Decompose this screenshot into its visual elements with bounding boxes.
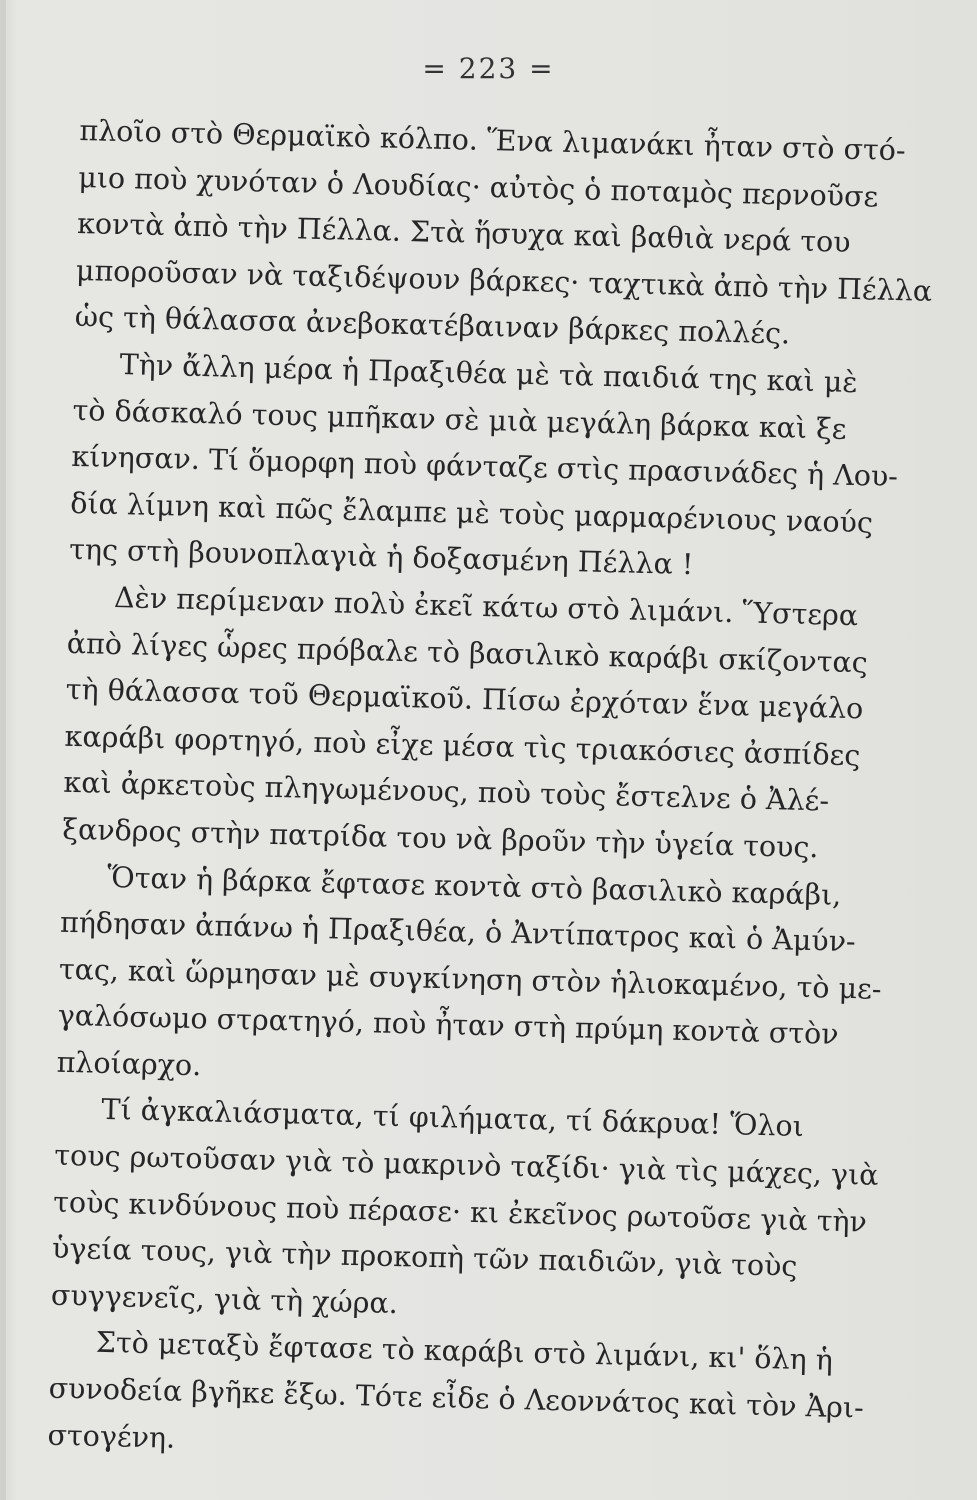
text-line: κίνησαν. Τί ὅμορφη ποὺ φάνταζε στὶς πρασινάδες ἡ Λου- — [71, 440, 899, 494]
text-line: Τί ἀγκαλιάσματα, τί φιλήματα, τί δάκρυα! Ὅλοι — [101, 1093, 805, 1144]
paragraph-1 — [74, 108, 933, 359]
text-line: ἀπὸ λίγες ὧρες πρόβαλε τὸ βασιλικὸ καράβι σκίζοντας — [66, 626, 869, 679]
text-line: Τὴν ἄλλη μέρα ἡ Πραξιθέα μὲ τὰ παιδιά της καὶ μὲ — [119, 348, 859, 400]
text-line: τὴ θάλασσα τοῦ Θερμαϊκοῦ. Πίσω ἐρχόταν ἕνα μεγάλο — [65, 672, 864, 726]
text-line: μιο ποὺ χυνόταν ὁ Λουδίας· αὐτὸς ὁ ποταμὸς περνοῦσε — [77, 160, 879, 214]
text-line: κοντὰ ἀπὸ τὴν Πέλλα. Στὰ ἥσυχα καὶ βαθιὰ νερά του — [76, 207, 851, 260]
text-line: πλοίαρχο. — [56, 1045, 202, 1083]
text-line: πλοῖο στὸ Θερμαϊκὸ κόλπο. Ἕνα λιμανάκι ἦταν στὸ στό- — [79, 113, 906, 168]
text-line: γαλόσωμο στρατηγό, ποὺ ἦταν στὴ πρύμη κοντὰ στὸν — [57, 999, 839, 1052]
text-line: καὶ ἀρκετοὺς πληγωμένους, ποὺ τοὺς ἔστελνε ὁ Ἀλέ- — [63, 766, 830, 818]
text-line: τοὺς κινδύνους ποὺ πέρασε· κι ἐκεῖνος ρωτοῦσε γιὰ τὴν — [52, 1185, 868, 1239]
body-text — [47, 108, 933, 1477]
text-line: στογένη. — [47, 1418, 176, 1455]
text-line: συνοδεία βγῆκε ἔξω. Τότε εἶδε ὁ Λεοννάτος καὶ τὸν Ἀρι- — [48, 1371, 865, 1425]
text-line: τους ρωτοῦσαν γιὰ τὸ μακρινὸ ταξίδι· γιὰ τὶς μάχες, γιὰ — [54, 1138, 879, 1192]
text-line: δία λίμνη καὶ πῶς ἔλαμπε μὲ τοὺς μαρμαρένιους ναούς — [69, 486, 874, 540]
text-line: καράβι φορτηγό, ποὺ εἶχε μέσα τὶς τριακόσιες ἀσπίδες — [64, 719, 861, 772]
paragraph-5 — [50, 1086, 879, 1337]
text-line: Δὲν περίμεναν πολὺ ἐκεῖ κάτω στὸ λιμάνι. Ὕστερα — [113, 580, 859, 633]
text-line: πήδησαν ἀπάνω ἡ Πραξιθέα, ὁ Ἀντίπατρος καὶ ὁ Ἀμύν- — [59, 905, 857, 959]
text-line: μποροῦσαν νὰ ταξιδέψουν βάρκες· ταχτικὰ ἀπὸ τὴν Πέλλα — [75, 253, 933, 308]
paragraph-6 — [47, 1319, 865, 1477]
text-line: συγγενεῖς, γιὰ τὴ χώρα. — [50, 1278, 399, 1320]
text-line: Ὅταν ἡ βάρκα ἔφτασε κοντὰ στὸ βασιλικὸ καράβι, — [106, 860, 842, 912]
text-line: ὡς τὴ θάλασσα ἀνεβοκατέβαιναν βάρκες πολλές. — [74, 300, 791, 351]
text-line: της στὴ βουνοπλαγιὰ ἡ δοξασμένη Πέλλα ! — [68, 533, 694, 582]
text-line: ὑγεία τους, γιὰ τὴν προκοπὴ τῶν παιδιῶν, γιὰ τοὺς — [51, 1231, 798, 1284]
text-line: τὸ δάσκαλό τους μπῆκαν σὲ μιὰ μεγάλη βάρκα καὶ ξε — [72, 393, 847, 446]
page-gutter-shadow — [0, 0, 6, 1500]
text-line: Στὸ μεταξὺ ἔφτασε τὸ καράβι στὸ λιμάνι, κι' ὅλη ἡ — [95, 1326, 834, 1378]
text-line: ξανδρος στὴν πατρίδα του νὰ βροῦν τὴν ὑγεία τους. — [61, 812, 819, 865]
paragraph-4 — [56, 853, 882, 1104]
paragraph-2 — [68, 341, 899, 592]
paragraph-3 — [61, 574, 869, 872]
page-number: = 223 = — [422, 52, 555, 85]
text-line: τας, καὶ ὥρμησαν μὲ συγκίνηση στὸν ἡλιοκαμένο, τὸ με- — [58, 952, 882, 1006]
